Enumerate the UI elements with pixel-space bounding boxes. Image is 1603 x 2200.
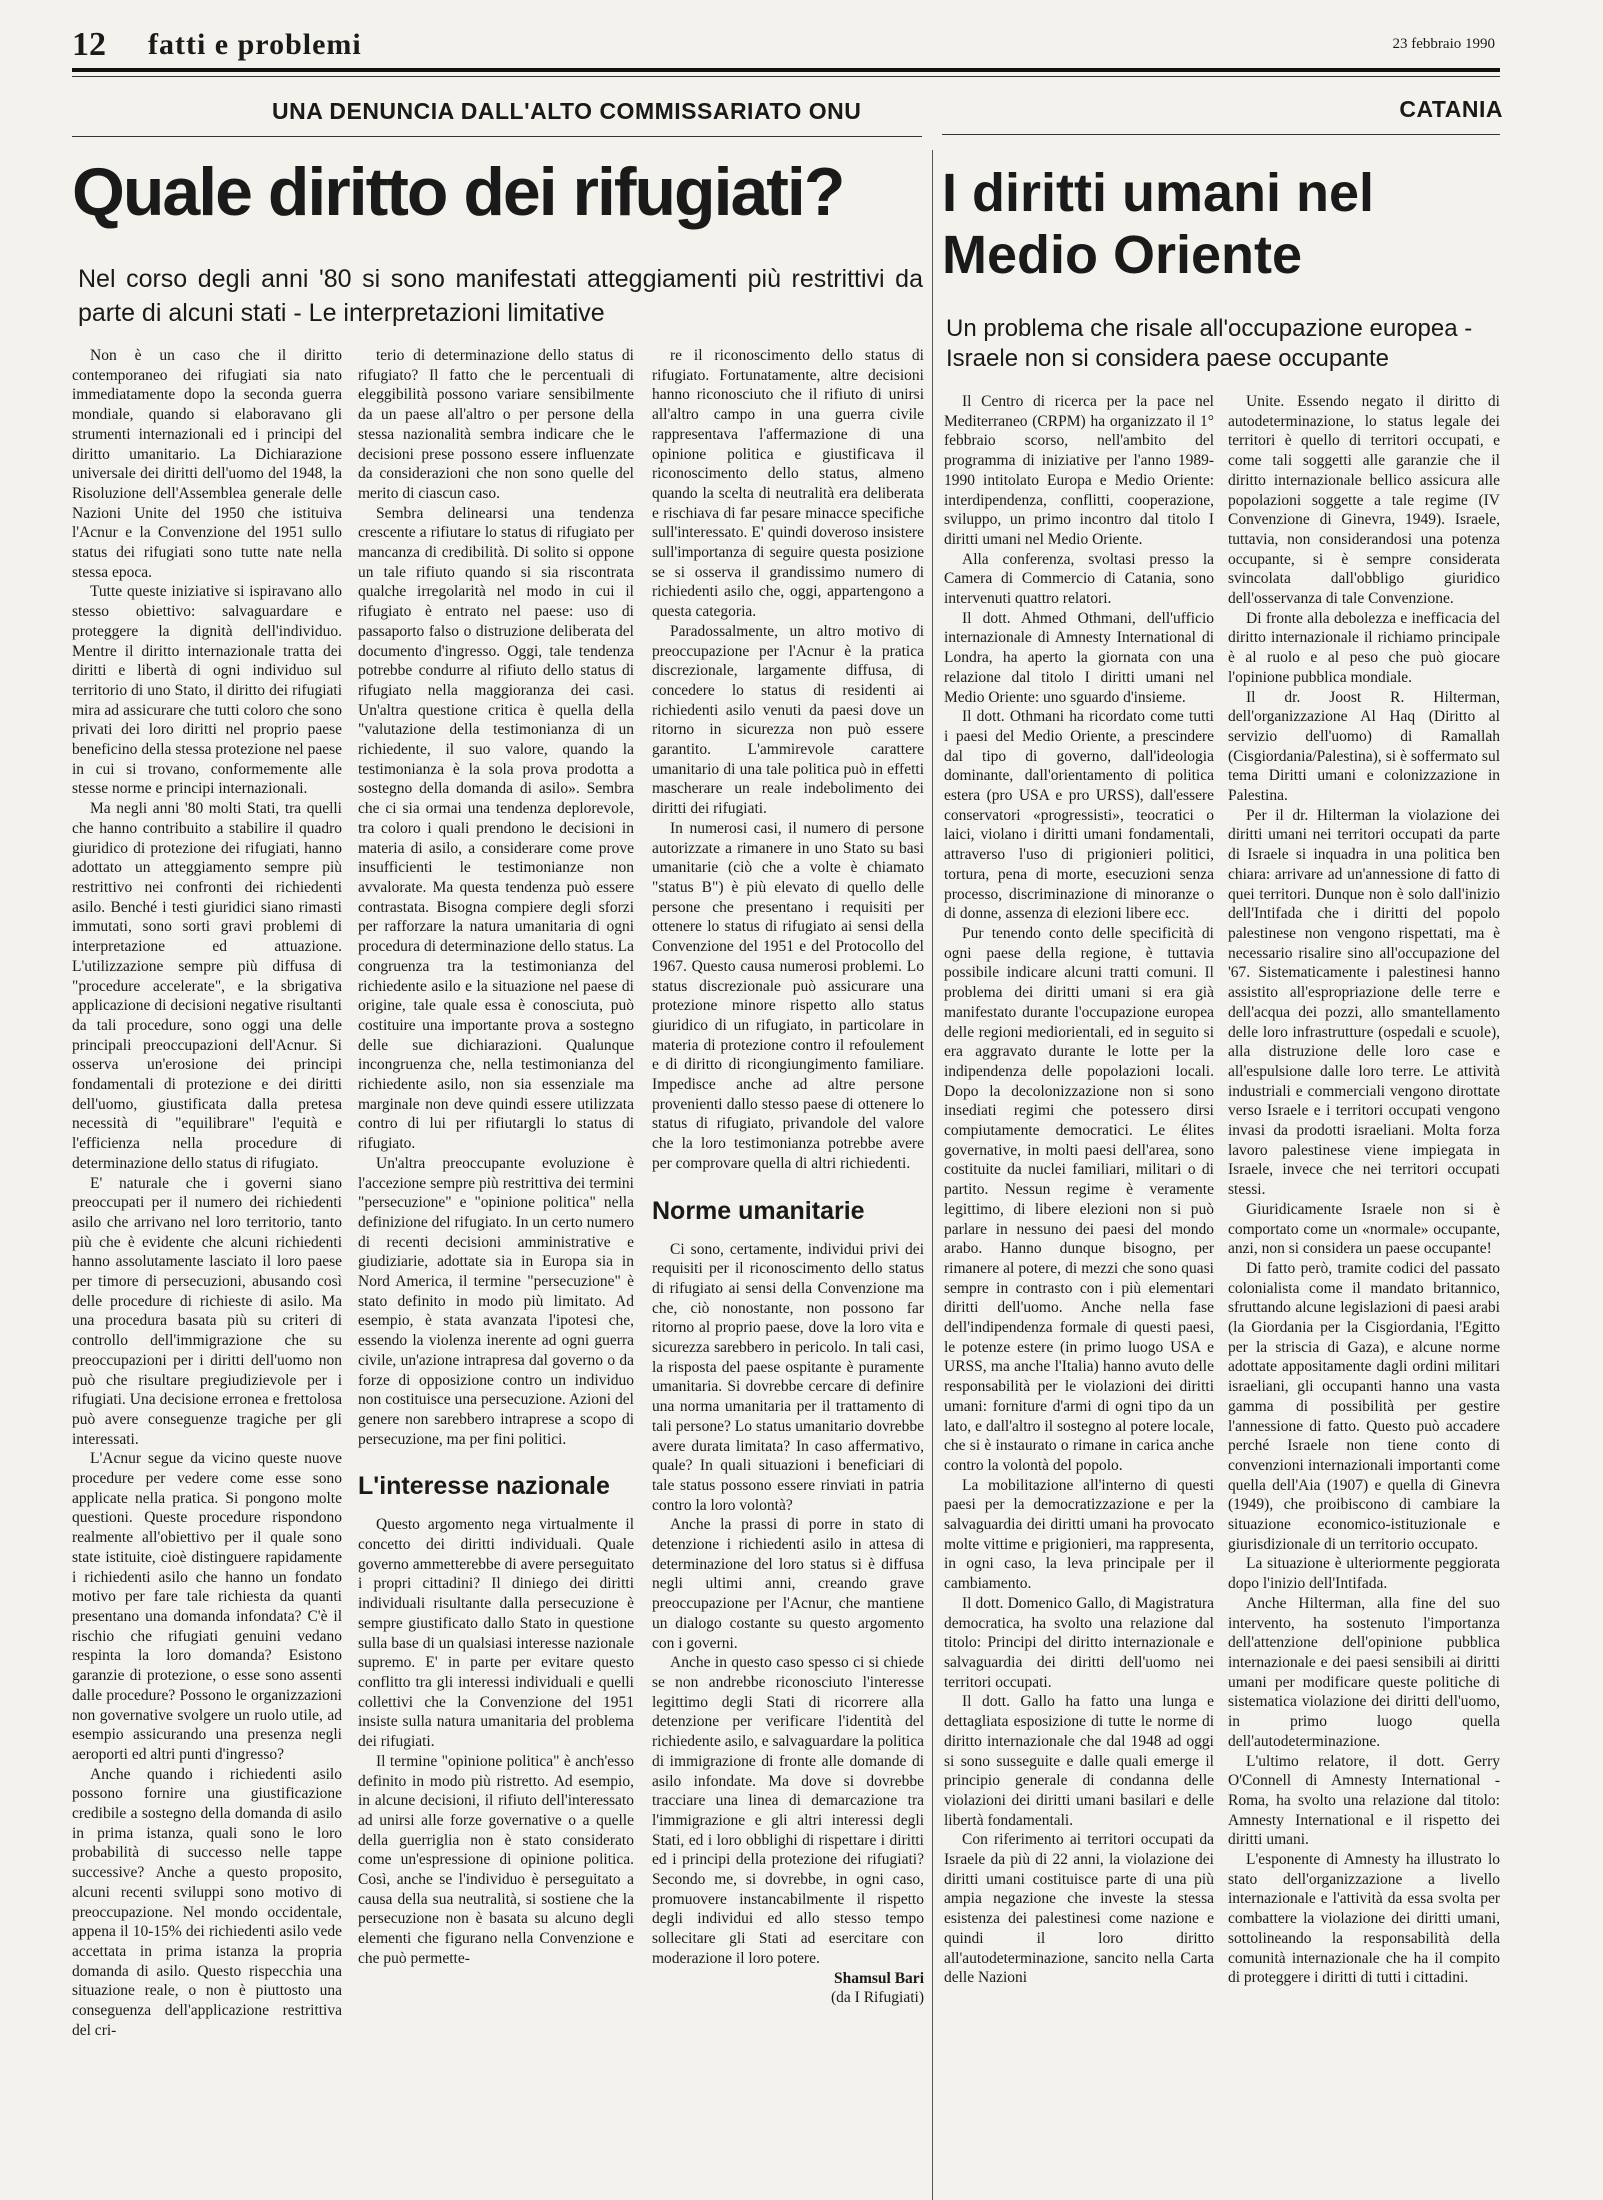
paragraph: Anche la prassi di porre in stato di detenzione i richiedenti asilo in attesa di determinazione del loro status si è diffusa negli ultimi anni, creando grave preoccupazione per l'Acnur, che mantiene un dialogo costante su questo argomento con i governi. (652, 1516, 924, 1652)
paragraph: Alla conferenza, svoltasi presso la Camera di Commercio di Catania, sono intervenuti quattro relatori. (944, 550, 1214, 608)
paragraph: L'Acnur segue da vicino queste nuove procedure per vedere come esse sono applicate nella pratica. Si pongono molte questioni. Queste procedure rispondono realmente all'obiettivo per il quale sono state istituite, cioè distinguere rapidamente i richiedenti asilo che hanno un fondato motivo per fare tale richiesta da quanti presentano una domanda infondata? C'è il rischio che rifugiati genuini vedano respinta la loro domanda? Esistono garanzie di protezione, o esse sono assenti dalle procedure? Possono le organizzazioni non governative svolgere un ruolo utile, ad esempio assicurando una presenza negli aeroporti ed altri punti d'ingresso? (72, 1450, 342, 1763)
author-source: (da I Rifugiati) (831, 1989, 924, 2007)
paragraph: Ma negli anni '80 molti Stati, tra quelli che hanno contribuito a stabilire il quadro giuridico di protezione dei rifugiati, hanno adottato un atteggiamento sempre più restrittivo nei confronti dei richiedenti asilo. Benché i testi giuridici siano rimasti immutati, sono sorti gravi problemi di interpretazione ed attuazione. L'utilizzazione sempre più diffusa di "procedure accelerate", e la sbrigativa applicazione di decisioni negative risultanti da tali procedure, sono oggi una delle principali preoccupazioni dell'Acnur. Si osserva un'erosione dei principi fondamentali di protezione e dei diritti dell'uomo, giustificata dalla pretesa necessità di "equilibrare" l'equità e l'efficienza nella procedure di determinazione dello status di rifugiato. (72, 800, 342, 1172)
paragraph: In numerosi casi, il numero di persone autorizzate a rimanere in uno Stato su basi umanitarie (ciò che a volte è chiamato "status B") è più elevato di quello delle persone che presentano i requisiti per ottenere lo status di rifugiato ai sensi della Convenzione del 1951 e del Protocollo del 1967. Questo causa numerosi problemi. Lo status discrezionale può assicurare una protezione minore rispetto allo status giuridico di un rifugiato, in particolare in materia di protezione contro il refoulement e di diritto di ricongiungimento familiare. Impedisce anche ad altre persone provenienti dallo stesso paese di ottenere lo status di rifugiato, privandole del valore che la loro testimonianza potrebbe avere per comprovare quella di altri richiedenti. (652, 819, 924, 1172)
left-subhead: Nel corso degli anni '80 si sono manifestati atteggiamenti più restrittivi da parte di alcuni stati - Le interpretazioni limitative (78, 265, 923, 327)
paragraph: Il Centro di ricerca per la pace nel Mediterraneo (CRPM) ha organizzato il 1° febbraio scorso, nell'ambito del programma di iniziative per l'anno 1989-1990 intitolato Europa e Medio Oriente: interdipendenza, conflitti, cooperazione, sviluppo, un primo incontro dal titolo I diritti umani nel Medio Oriente. (944, 393, 1214, 548)
left-col-3 (652, 346, 924, 2192)
paragraph: Anche in questo caso spesso ci si chiede se non andrebbe riconosciuto l'interesse legittimo degli Stati di ricorrere alla detenzione per verificare l'identità del richiedente asilo, e salvaguardare la politica di immigrazione di fronte alle domande di asilo infondate. Ma dove si dovrebbe tracciare una linea di demarcazione tra l'immigrazione e gli altri interessi degli Stati, ed i loro obblighi di rispettare i diritti ed i principi della protezione dei rifugiati? Secondo me, si dovrebbe, in ogni caso, promuovere instancabilmente il rispetto degli individui ed allo stesso tempo sollecitare gli Stati ad esercitare con moderazione il loro potere. (652, 1654, 924, 1967)
right-col-2 (1228, 392, 1500, 2192)
paragraph: Paradossalmente, un altro motivo di preoccupazione per l'Acnur è la pratica discrezionale, largamente diffusa, di concedere lo status di residenti ai richiedenti asilo venuti da paesi dove un ritorno in sicurezza non può essere garantito. L'ammirevole carattere umanitario di una tale politica può in effetti mascherare un reale indebolimento dei diritti dei rifugiati. (652, 622, 924, 818)
right-headline: I diritti umani nel Medio Oriente (942, 163, 1375, 285)
left-col-1 (72, 346, 342, 2192)
paragraph: L'ultimo relatore, il dott. Gerry O'Connell di Amnesty International - Roma, ha svolto una relazione dal titolo: Amnesty International e il rispetto dei diritti umani. (1228, 1752, 1500, 1849)
left-col-2 (358, 346, 634, 2192)
issue-date: 23 febbraio 1990 (1392, 36, 1495, 52)
paragraph: Il dott. Gallo ha fatto una lunga e dettagliata esposizione di tutte le norme di diritto internazionale che dal 1948 ad oggi si sono susseguite e dalle quali emerge il principio generale di condanna delle violazioni dei diritti umani basilari e delle libertà fondamentali. (944, 1693, 1214, 1829)
paragraph: Il dott. Domenico Gallo, di Magistratura democratica, ha svolto una relazione dal titolo: Principi del diritto internazionale e salvaguardia dei diritti dell'uomo nei territori occupati. (944, 1594, 1214, 1691)
paragraph: Con riferimento ai territori occupati da Israele da più di 22 anni, la violazione dei diritti umani costituisce parte di una più ampia negazione che investe la stessa esistenza dei palestinesi come nazione e quindi il loro diritto all'autodeterminazione, sancito nella Carta delle Nazioni (944, 1831, 1214, 1987)
subhead-interesse-nazionale: L'interesse nazionale (358, 1472, 610, 1501)
paragraph: Giuridicamente Israele non si è comportato come un «normale» occupante, anzi, non si considera un paese occupante! (1228, 1200, 1500, 1258)
paragraph: L'esponente di Amnesty ha illustrato lo stato dell'organizzazione a livello internazionale e l'attività da essa svolta per combattere la violazione dei diritti umani, sottolineando la responsabilità della comunità internazionale che ha il compito di proteggere i diritti di tutti i cittadini. (1228, 1851, 1500, 1987)
paragraph: La mobilitazione all'interno di questi paesi per la democratizzazione e per la salvaguardia dei diritti umani ha provocato molte vittime e prigionieri, ma rappresenta, in ogni caso, la leva principale per il cambiamento. (944, 1476, 1214, 1593)
left-kicker: UNA DENUNCIA DALL'ALTO COMMISSARIATO ONU (272, 98, 862, 124)
paragraph: Unite. Essendo negato il diritto di autodeterminazione, lo status legale dei territori è quello di territori occupati, e come tali soggetti alle garanzie che il diritto internazionale bellico assicura alle popolazioni soggette a tale regime (IV Convenzione di Ginevra, 1949). Israele, tuttavia, non considerandosi una potenza occupante, si è sempre considerata svincolata dall'obbligo giuridico dell'osservanza di tale Convenzione. (1228, 393, 1500, 608)
paragraph: Pur tenendo conto delle specificità di ogni paese della regione, è tuttavia possibile indicare alcuni tratti comuni. Il problema dei diritti umani si era già manifestato durante l'occupazione europea delle regioni mediorientali, ed in seguito si era aggravato durante le lotte per la indipendenza delle popolazioni locali. Dopo la decolonizzazione non si sono insediati regimi che potessero dirsi compiutamente democratici. Le élites governative, in molti paesi dell'area, sono costituite da nuclei familiari, militari o di partito. Nessun regime è veramente legittimo, di libere elezioni non si può parlare in nessuno dei paesi del mondo arabo. Hanno dunque bisogno, per rimanere al potere, di mezzi che sono quasi sempre in contrasto con i più elementari diritti dell'uomo. Anche nella fase dell'indipendenza formale di questi paesi, le potenze estere (in primo luogo USA e URSS, ma anche l'Italia) hanno avuto delle responsabilità per le violazioni dei diritti umani: forniture d'armi di ogni tipo da un lato, e dall'altro il sostegno al potere locale, che si è instaurato o rimane in carica anche contro la volontà del popolo. (944, 924, 1214, 1474)
right-subhead: Un problema che risale all'occupazione europea - Israele non si considera paese occupante (946, 315, 1473, 372)
paragraph: La situazione è ulteriormente peggiorata dopo l'inizio dell'Intifada. (1228, 1555, 1500, 1593)
header-rule-thin (72, 76, 1500, 77)
paragraph: Ci sono, certamente, individui privi dei requisiti per il riconoscimento dello status di rifugiato ai sensi della Convenzione ma che, ciò nonostante, non possono far ritorno al proprio paese, dove la loro vita e sicurezza sarebbero in pericolo. In tali casi, la risposta del paese ospitante è puramente umanitaria. Si dovrebbe cercare di definire una norma umanitaria per il trattamento di tali persone? Lo status umanitario dovrebbe avere durata limitata? In caso affermativo, quale? In quali situazioni i beneficiari di tale status possono essere rinviati in patria contro la loro volontà? (652, 1240, 924, 1514)
paragraph: Per il dr. Hilterman la violazione dei diritti umani nei territori occupati da parte di Israele si inquadra in una politica ben chiara: arrivare ad un'annessione di fatto di quei territori. Dunque non è solo dall'inizio dell'Intifada che i diritti del popolo palestinese non vengono rispettati, ma è necessario risalire sino all'occupazione del '67. Sistematicamente i palestinesi hanno assistito all'espropriazione delle terre e dell'acqua dei pozzi, allo smantellamento delle loro infrastrutture (ospedali e scuole), alla distruzione delle loro case e all'espulsione dalle loro terre. Le attività industriali e commerciali vengono dirottate verso Israele e i territori occupati vengono invasi da prodotti israeliani. Molta forza lavoro palestinese viene impiegata in Israele, invece che nei territori occupati stessi. (1228, 806, 1500, 1199)
right-kicker-rule (942, 134, 1500, 135)
right-kicker: CATANIA (1399, 96, 1503, 122)
right-col-1 (944, 392, 1214, 2192)
paragraph: Non è un caso che il diritto contemporaneo dei rifugiati sia nato immediatamente dopo la seconda guerra mondiale, quando si elaboravano gli strumenti internazionali ed i principi del diritto umanitario. La Dichiarazione universale dei diritti dell'uomo del 1948, la Risoluzione dell'Assemblea generale delle Nazioni Unite del 1950 che istituiva l'Acnur e la Convenzione del 1951 sullo status dei rifugiati sono tutte nate nella stessa epoca. (72, 347, 342, 581)
author-signature: Shamsul Bari (833, 1969, 924, 1987)
left-headline: Quale diritto dei rifugiati? (72, 154, 844, 230)
paragraph: Di fronte alla debolezza e inefficacia del diritto internazionale il richiamo principale è al ruolo e al peso che può giocare l'opinione pubblica mondiale. (1228, 609, 1500, 686)
paragraph: Sembra delinearsi una tendenza crescente a rifiutare lo status di rifugiato per mancanza di credibilità. Di solito si oppone un tale rifiuto quando si sia riscontrata qualche irregolarità nel modo in cui il rifugiato è entrato nel paese: uso di passaporto falso o distruzione deliberata del documento d'ingresso. Oggi, tale tendenza potrebbe condurre al rifiuto dello status di rifugiato nella maggioranza dei casi. Un'altra questione critica è quella della "valutazione della testimonianza di un richiedente, il suo valore, quando la testimonianza è la sola prova prodotta a sostegno della domanda di asilo». Sembra che ci sia ormai una tendenza deplorevole, tra coloro i quali prendono le decisioni in materia di asilo, a considerare come prove insufficienti le testimonianze non avvalorate. Ma questa tendenza può essere contrastata. Bisogna compiere degli sforzi per rafforzare la natura umanitaria di ogni procedura di determinazione dello status. La congruenza tra la testimonianza del richiedente asilo e la situazione nel paese di origine, tale quale essa è conosciuta, può costituire una importante prova a sostegno delle sue dichiarazioni. Qualunque incongruenza che, nella testimonianza del richiedente asilo, non sia essenziale ma marginale non deve quindi essere utilizzata contro di lui per rifiutargli lo status di rifugiato. (358, 504, 634, 1153)
paragraph: Anche quando i richiedenti asilo possono fornire una giustificazione credibile a sostegno della domanda di asilo in prima istanza, quali sono le loro probabilità di successo nelle tappe successive? Anche a questo proposito, alcuni recenti sviluppi sono motivo di preoccupazione. Nel mondo occidentale, appena il 10-15% dei richiedenti asilo vede accettata in prima istanza la propria domanda di asilo. Questo rispecchia una situazione reale, o non è piuttosto una conseguenza dell'applicazione restrittiva del cri- (72, 1765, 342, 2039)
paragraph: re il riconoscimento dello status di rifugiato. Fortunatamente, altre decisioni hanno riconosciuto che il rifiuto di unirsi all'altro campo in una guerra civile rappresentava l'affermazione di una opinione politica e giustificava il riconoscimento dello status, almeno quando la scelta di neutralità era deliberata e rischiava di far pesare minacce specifiche sull'interessato. E' quindi doveroso insistere sull'importanza di seguire questa posizione se si osserva il grandissimo numero di richiedenti asilo che, oggi, appartengono a questa categoria. (652, 347, 924, 621)
paragraph: Un'altra preoccupante evoluzione è l'accezione sempre più restrittiva dei termini "persecuzione" e "opinione politica" nella definizione del rifugiato. In un certo numero di recenti decisioni amministrative e giudiziarie, adottate sia in Europa sia in Nord America, il termine "persecuzione" è stato definito in modo più limitato. Ad esempio, è stata avanzata l'ipotesi che, essendo la violenza inerente ad ogni guerra civile, un'azione intrapresa dal governo o da forze di opposizione contro un individuo non costituisce una persecuzione. Azioni del genere non sarebbero intraprese a scopo di persecuzione, ma per fini politici. (358, 1154, 634, 1448)
paragraph: Il termine "opinione politica" è anch'esso definito in modo più ristretto. Ad esempio, in alcune decisioni, il rifiuto dell'interessato ad unirsi alle forze governative o a quelle della guerriglia non è stato considerato come un'espressione di opinione politica. Così, anche se l'individuo è perseguitato a causa della sua neutralità, si sostiene che la persecuzione non è basata su alcuno degli elementi che figurano nella Convenzione e che può permette- (358, 1752, 634, 1967)
header-rule (72, 68, 1500, 72)
page-number: 12 (72, 26, 106, 63)
paragraph: Il dott. Ahmed Othmani, dell'ufficio internazionale di Amnesty International di Londra, ha aperto la giornata con una relazione dal titolo I diritti umani nel Medio Oriente: uno sguardo d'insieme. (944, 609, 1214, 706)
paragraph: Tutte queste iniziative si ispiravano allo stesso obiettivo: salvaguardare e proteggere la dignità dell'individuo. Mentre il diritto internazionale tratta dei diritti e libertà di ogni individuo sul territorio di uno Stato, il diritto dei rifugiati mira ad assicurare che tutti coloro che sono privati dei loro diritti nel proprio paese beneficino della stessa protezione nel paese in cui si trovano, conformemente alle stesse norme e principi internazionali. (72, 583, 342, 798)
left-kicker-rule (72, 136, 922, 137)
paragraph: Di fatto però, tramite codici del passato colonialista come il mandato britannico, sfruttando alcune legislazioni di paesi arabi (la Giordania per la Cisgiordania, l'Egitto per la striscia di Gaza), e alcune norme adottate appositamente dagli ordini militari israeliani, gli occupanti hanno una vasta gamma di possibilità per gestire l'annessione di fatto. Questo può accadere perché Israele non tiene conto di convenzioni internazionali importanti come quella dell'Aia (1907) e quella di Ginevra (1949), che proibiscono di cambiare la situazione economico-istituzionale e giurisdizionale di un territorio occupato. (1228, 1259, 1500, 1553)
paragraph: Il dr. Joost R. Hilterman, dell'organizzazione Al Haq (Diritto al servizio dell'uomo) di Ramallah (Cisgiordania/Palestina), si è soffermato sul tema Diritti umani e colonizzazione in Palestina. (1228, 688, 1500, 805)
paragraph: Anche Hilterman, alla fine del suo intervento, ha sostenuto l'importanza dell'attenzione dell'opinione pubblica internazionale e dei paesi sensibili ai diritti umani per modificare queste politiche di sistematica violazione dei diritti dell'uomo, in primo luogo quella dell'autodeterminazione. (1228, 1594, 1500, 1750)
section-title: fatti e problemi (148, 28, 362, 61)
subhead-norme-umanitarie: Norme umanitarie (652, 1196, 865, 1225)
paragraph: E' naturale che i governi siano preoccupati per il numero dei richiedenti asilo che arrivano nel loro territorio, tanto più che è evidente che alcuni richiedenti hanno assolutamente lasciato il loro paese per timore di persecuzioni, abusando così delle procedure di richieste di asilo. Ma una procedura basata più su criteri di controllo dell'immigrazione che su preoccupazioni per i diritti dell'uomo non può che risultare pregiudizievole per i rifugiati. Una decisione erronea e frettolosa può avere conseguenze tragiche per gli interessati. (72, 1174, 342, 1448)
paragraph: terio di determinazione dello status di rifugiato? Il fatto che le percentuali di eleggibilità possono variare sensibilmente da un paese all'altro o per persone della stessa nazionalità sembra indicare che le decisioni prese possono essere influenzate da considerazioni che non sono quelle del merito di ciascun caso. (358, 347, 634, 502)
paragraph: Questo argomento nega virtualmente il concetto dei diritti individuali. Quale governo ammetterebbe di avere perseguitato i propri cittadini? Il diniego dei diritti individuali risultante dalla persecuzione è sempre giustificato dallo Stato in questione sulla base di un qualsiasi interesse nazionale supremo. E' in parte per evitare questo conflitto tra gli interessi individuali e quelli collettivi che la Convenzione del 1951 insiste sulla natura umanitaria del problema dei rifugiati. (358, 1516, 634, 1751)
paragraph: Il dott. Othmani ha ricordato come tutti i paesi del Medio Oriente, a prescindere dal tipo di governo, dall'ideologia dominante, dall'orientamento di politica estera (pro USA e pro URSS), dall'essere conservatori «progressisti», teocratici o laici, violano i diritti umani fondamentali, attraverso l'uso di prigionieri politici, tortura, pena di morte, esecuzioni senza processo, discriminazione di minoranze o di donne, assenza di elezioni libere ecc. (944, 708, 1214, 923)
article-divider (932, 150, 933, 2200)
left-col-1-text (72, 346, 342, 2040)
